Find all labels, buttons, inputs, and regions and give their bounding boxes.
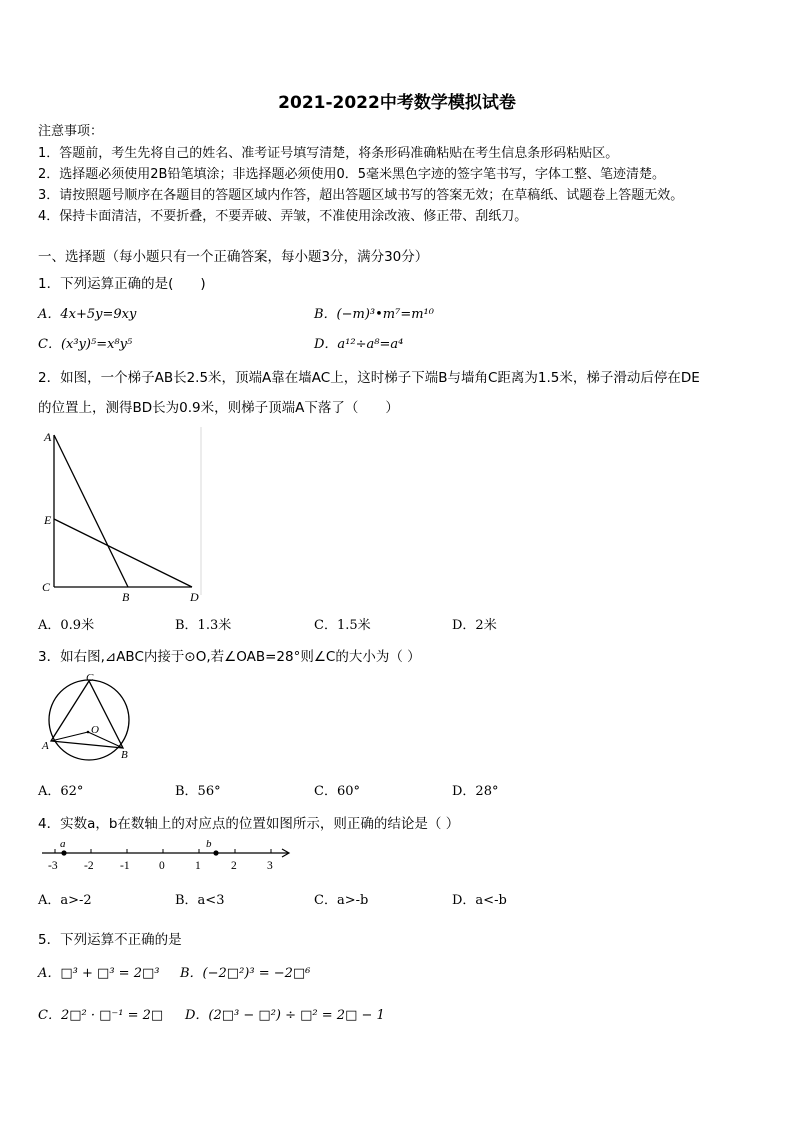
option-b: B．a<3 bbox=[175, 893, 225, 908]
notice-item-4: 4．保持卡面清洁，不要折叠，不要弄破、弄皱，不准使用涂改液、修正带、刮纸刀。 bbox=[38, 209, 528, 224]
notice-item-1: 1．答题前，考生先将自己的姓名、准考证号填写清楚，将条形码准确粘贴在考生信息条形码粘贴区。 bbox=[38, 146, 619, 161]
question-stem-line-1: 2．如图，一个梯子AB长2.5米，顶端A靠在墙AC上，这时梯子下端B与墙角C距离为1.5米，梯子滑动后停在DE bbox=[38, 370, 700, 386]
tick-label: 2 bbox=[231, 860, 237, 872]
option-a: A．62° bbox=[38, 784, 84, 799]
option-c: C．(x³y)⁵=x⁸y⁵ bbox=[38, 337, 133, 352]
option-d: D．(2□³ − □²) ÷ □² = 2□ − 1 bbox=[185, 1008, 385, 1023]
option-b: B．1.3米 bbox=[175, 618, 232, 633]
label-o: O bbox=[91, 724, 99, 736]
ladder-ab bbox=[54, 435, 128, 587]
option-a: A．4x+5y=9xy bbox=[38, 307, 137, 322]
number-line bbox=[38, 835, 298, 875]
question-stem: 5．下列运算不正确的是 bbox=[38, 932, 182, 948]
notice-item-2: 2．选择题必须使用2B铅笔填涂；非选择题必须使用0．5毫米黑色字迹的签字笔书写，字体工整、笔迹清楚。 bbox=[38, 167, 666, 182]
option-b: B．(−2□²)³ = −2□⁶ bbox=[180, 966, 311, 981]
tick-label: 3 bbox=[267, 860, 273, 872]
option-d: D．2米 bbox=[452, 618, 497, 633]
section-heading: 一、选择题（每小题只有一个正确答案，每小题3分，满分30分） bbox=[38, 249, 429, 265]
tick-label: 1 bbox=[195, 860, 201, 872]
question-stem: 4．实数a，b在数轴上的对应点的位置如图所示，则正确的结论是（ ） bbox=[38, 816, 460, 832]
label-e: E bbox=[44, 513, 52, 527]
page-title: 2021-2022中考数学模拟试卷 bbox=[278, 93, 516, 113]
option-b: B．56° bbox=[175, 784, 221, 799]
tick-label: -3 bbox=[48, 860, 58, 872]
question-stem: 1．下列运算正确的是( ) bbox=[38, 276, 206, 292]
option-d: D．a¹²÷a⁸=a⁴ bbox=[314, 337, 404, 352]
option-d: D．a<-b bbox=[452, 893, 507, 908]
point-b-label: b bbox=[206, 838, 212, 850]
label-b: B bbox=[121, 749, 128, 761]
option-c: C．a>-b bbox=[314, 893, 369, 908]
label-a: A bbox=[44, 430, 52, 444]
circle-diagram bbox=[38, 670, 138, 765]
tick-label: 0 bbox=[159, 860, 165, 872]
label-b: B bbox=[122, 590, 130, 604]
tick-label: -2 bbox=[84, 860, 94, 872]
option-a: A．□³ + □³ = 2□³ bbox=[38, 966, 160, 981]
label-a: A bbox=[42, 740, 49, 752]
option-c: C．1.5米 bbox=[314, 618, 371, 633]
option-b: B．(−m)³•m⁷=m¹⁰ bbox=[314, 307, 434, 322]
center-point bbox=[87, 731, 90, 734]
option-d: D．28° bbox=[452, 784, 499, 799]
notice-heading: 注意事项： bbox=[38, 124, 104, 139]
ladder-diagram bbox=[38, 425, 213, 605]
point-a-label: a bbox=[60, 838, 66, 850]
label-c: C bbox=[86, 672, 94, 684]
question-stem: 3．如右图,⊿ABC内接于⊙O,若∠OAB=28°则∠C的大小为（ ） bbox=[38, 649, 421, 665]
notice-item-3: 3．请按照题号顺序在各题目的答题区域内作答，超出答题区域书写的答案无效；在草稿纸、试题卷上答题无效。 bbox=[38, 188, 684, 203]
tick-label: -1 bbox=[120, 860, 130, 872]
option-c: C．60° bbox=[314, 784, 360, 799]
option-c: C．2□² · □⁻¹ = 2□ bbox=[38, 1008, 164, 1023]
option-a: A．a>-2 bbox=[38, 893, 92, 908]
label-c: C bbox=[42, 580, 51, 594]
point-a-dot bbox=[61, 850, 66, 855]
label-d: D bbox=[190, 590, 199, 604]
point-b-dot bbox=[213, 850, 218, 855]
question-stem-line-2: 的位置上，测得BD长为0.9米，则梯子顶端A下落了（ ） bbox=[38, 400, 399, 416]
option-a: A．0.9米 bbox=[38, 618, 95, 633]
